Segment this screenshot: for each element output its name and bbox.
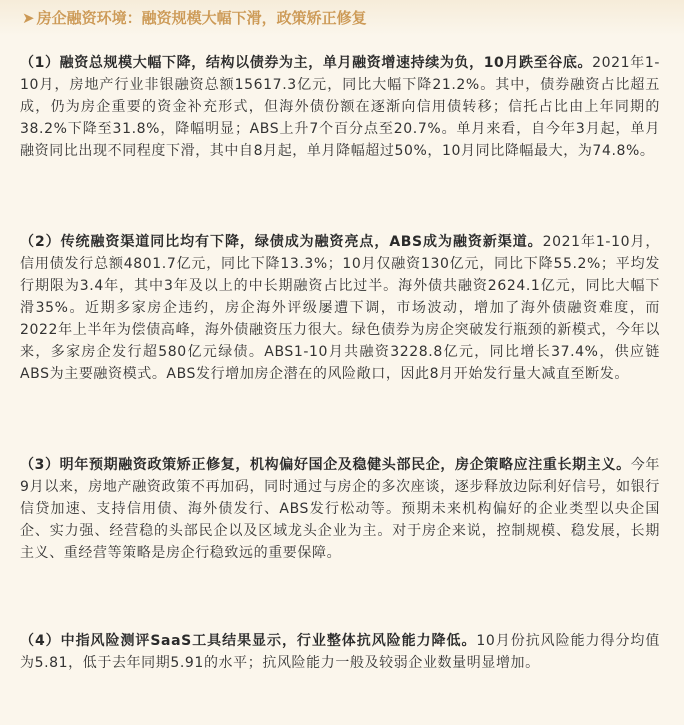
section-header [0, 0, 684, 36]
paragraph-2-body: 2021年1-10月，信用债发行总额4801.7亿元，同比下降13.3%；10月仅融资130亿元，同比下降55.2%；平均发行期限为3.4年，其中3年及以上的中长期融资占比过半。海外债共融资2624.1亿元，同比大幅下滑35%。近期多家房企违约，房企海外评级屡遭下调，市场波动，增加了海外债融资难度，而2022年上半年为偿债高峰，海外债融资压力很大。绿色债券为房企突破发行瓶颈的新模式，今年以来，多家房企发行超580亿元绿债。ABS1-10月共融资3228.8亿元，同比增长37.4%，供应链ABS为主要融资模式。ABS发行增加房企潜在的风险敞口，因此8月开始发行量大减直至断发。 [20, 234, 660, 382]
paragraph-4-lead: （4）中指风险测评SaaS工具结果显示，行业整体抗风险能力降低。 [20, 633, 477, 649]
paragraph-1-lead: （1）融资总规模大幅下降，结构以债券为主，单月融资增速持续为负，10月跌至谷底。 [20, 55, 593, 71]
paragraph-4 [20, 630, 660, 674]
paragraph-3-body: 今年9月以来，房地产融资政策不再加码，同时通过与房企的多次座谈，逐步释放边际利好信号，如银行信贷加速、支持信用债、海外债发行、ABS发行松动等。预期未来机构偏好的企业类型以央企国企、实力强、经营稳的头部民企以及区域龙头企业为主。对于房企来说，控制规模、稳发展，长期主义、重经营等策略是房企行稳致远的重要保障。 [20, 457, 660, 561]
section-title-text: 房企融资环境：融资规模大幅下滑，政策矫正修复 [36, 9, 367, 27]
arrow-icon: ➤ [22, 9, 35, 27]
paragraph-3-lead: （3）明年预期融资政策矫正修复，机构偏好国企及稳健头部民企，房企策略应注重长期主义。 [20, 457, 631, 473]
paragraph-3 [20, 454, 660, 564]
paragraph-2 [20, 231, 660, 385]
paragraph-2-lead: （2）传统融资渠道同比均有下降，绿债成为融资亮点，ABS成为融资新渠道。 [20, 234, 543, 250]
section-title [22, 7, 367, 28]
paragraph-1-body: 2021年1-10月，房地产行业非银融资总额15617.3亿元，同比大幅下降21.2%。其中，债券融资占比超五成，仍为房企重要的资金补充形式，但海外债份额在逐渐向信用债转移；信托占比由上年同期的38.2%下降至31.8%，降幅明显；ABS上升7个百分点至20.7%。单月来看，自今年3月起，单月融资同比出现不同程度下滑，其中自8月起，单月降幅超过50%，10月同比降幅最大，为74.8%。 [20, 55, 660, 159]
paragraph-1 [20, 52, 660, 162]
paragraph-4-body: 10月份抗风险能力得分均值为5.81，低于去年同期5.91的水平；抗风险能力一般及较弱企业数量明显增加。 [20, 633, 660, 671]
